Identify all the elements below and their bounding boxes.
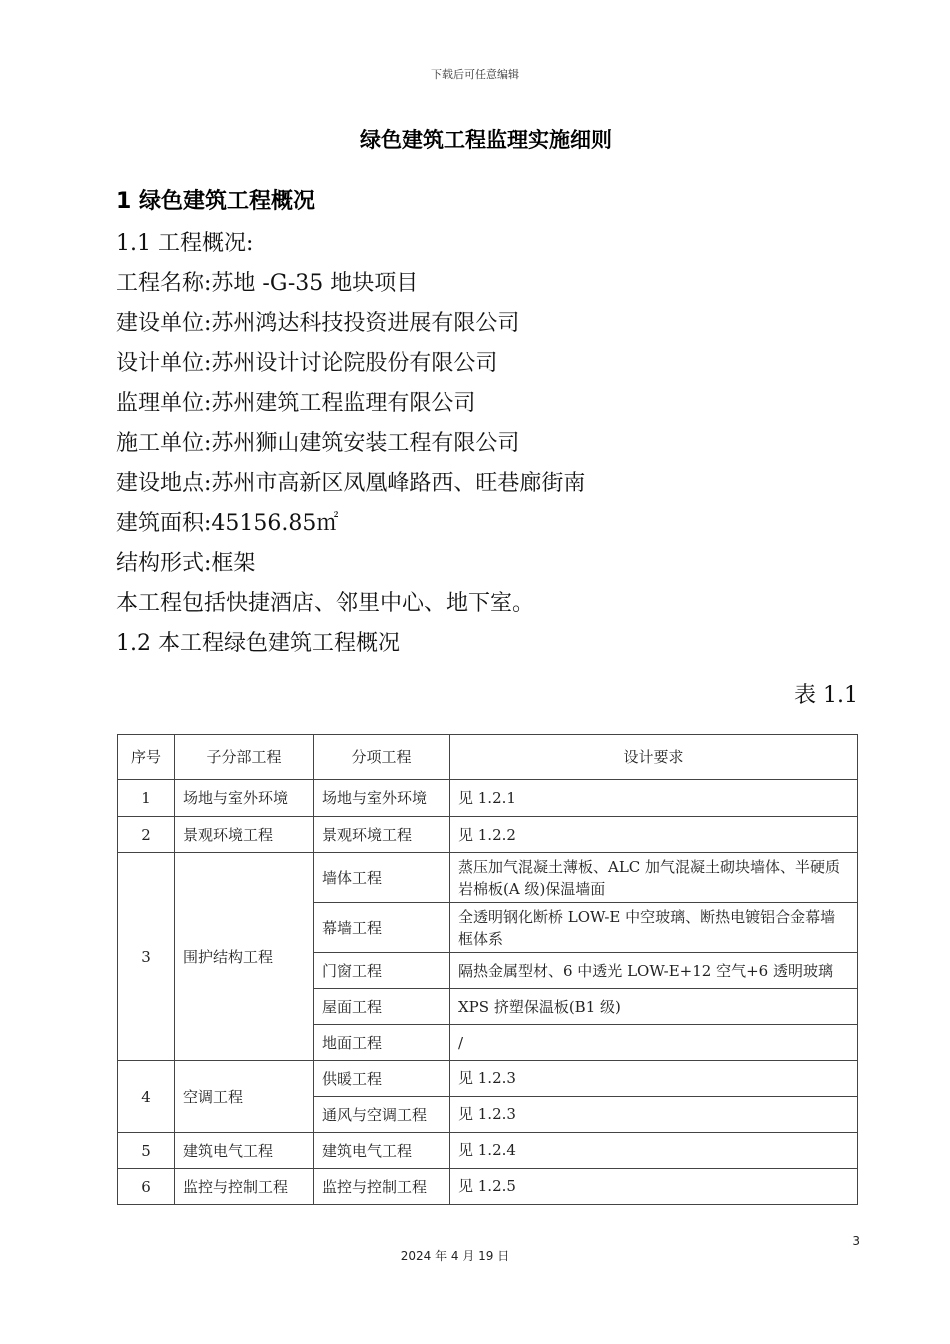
sub-division-cell: 围护结构工程 <box>175 853 314 1061</box>
sub-item-cell: 通风与空调工程 <box>314 1097 450 1133</box>
supervisor-line: 监理单位:苏州建筑工程监理有限公司 <box>116 391 476 416</box>
requirement-cell: 见 1.2.4 <box>450 1133 858 1169</box>
requirement-cell: 全透明钢化断桥 LOW-E 中空玻璃、断热电镀铝合金幕墙框体系 <box>450 903 858 953</box>
page-number: 3 <box>852 1234 860 1248</box>
table-row <box>118 1169 858 1205</box>
table-row <box>118 780 858 817</box>
section-1-heading: 1 绿色建筑工程概况 <box>116 189 315 214</box>
requirement-cell: 见 1.2.2 <box>450 817 858 853</box>
structure-type-line: 结构形式:框架 <box>116 551 256 576</box>
sub-item-cell: 屋面工程 <box>314 989 450 1025</box>
sub-division-cell: 景观环境工程 <box>175 817 314 853</box>
sub-item-cell: 供暖工程 <box>314 1061 450 1097</box>
table-row <box>118 1061 858 1097</box>
requirement-cell: 见 1.2.1 <box>450 780 858 817</box>
sub-division-cell: 空调工程 <box>175 1061 314 1133</box>
sub-item-cell: 建筑电气工程 <box>314 1133 450 1169</box>
requirement-cell: 见 1.2.3 <box>450 1061 858 1097</box>
sub-item-cell: 场地与室外环境 <box>314 780 450 817</box>
row-number: 5 <box>118 1133 175 1169</box>
table-caption: 表 1.1 <box>794 683 858 708</box>
footer-date: 2024 年 4 月 19 日 <box>400 1249 510 1263</box>
header-sub-item: 分项工程 <box>314 735 450 780</box>
sub-item-cell: 墙体工程 <box>314 853 450 903</box>
table-row <box>118 817 858 853</box>
row-number: 6 <box>118 1169 175 1205</box>
row-number: 4 <box>118 1061 175 1133</box>
sub-item-cell: 门窗工程 <box>314 953 450 989</box>
table-row <box>118 1133 858 1169</box>
designer-line: 设计单位:苏州设计讨论院股份有限公司 <box>116 351 498 376</box>
scope-line: 本工程包括快捷酒店、邻里中心、地下室。 <box>116 591 535 616</box>
sub-item-cell: 景观环境工程 <box>314 817 450 853</box>
requirement-cell: 见 1.2.3 <box>450 1097 858 1133</box>
owner-line: 建设单位:苏州鸿达科技投资进展有限公司 <box>116 311 520 336</box>
floor-area-line: 建筑面积:45156.85㎡ <box>116 511 339 536</box>
table-row <box>118 853 858 903</box>
project-overview <box>116 224 876 664</box>
sub-division-cell: 场地与室外环境 <box>175 780 314 817</box>
sub-item-cell: 幕墙工程 <box>314 903 450 953</box>
subsection-1-1-heading: 1.1 工程概况: <box>116 231 254 256</box>
header-note: 下载后可任意编辑 <box>431 68 519 81</box>
row-number: 2 <box>118 817 175 853</box>
requirement-cell: 隔热金属型材、6 中透光 LOW-E+12 空气+6 透明玻璃 <box>450 953 858 989</box>
requirement-cell: XPS 挤塑保温板(B1 级) <box>450 989 858 1025</box>
header-sub-division: 子分部工程 <box>175 735 314 780</box>
document-title: 绿色建筑工程监理实施细则 <box>360 128 612 152</box>
row-number: 3 <box>118 853 175 1061</box>
sub-item-cell: 监控与控制工程 <box>314 1169 450 1205</box>
sub-division-cell: 监控与控制工程 <box>175 1169 314 1205</box>
sub-item-cell: 地面工程 <box>314 1025 450 1061</box>
subsection-1-2-heading: 1.2 本工程绿色建筑工程概况 <box>116 631 400 656</box>
requirement-cell: 见 1.2.5 <box>450 1169 858 1205</box>
requirement-cell: / <box>450 1025 858 1061</box>
header-no: 序号 <box>118 735 175 780</box>
location-line: 建设地点:苏州市高新区凤凰峰路西、旺巷廊街南 <box>116 471 586 496</box>
requirement-cell: 蒸压加气混凝土薄板、ALC 加气混凝土砌块墙体、半硬质岩棉板(A 级)保温墙面 <box>450 853 858 903</box>
table-header-row <box>118 735 858 780</box>
project-name-line: 工程名称:苏地 -G-35 地块项目 <box>116 271 419 296</box>
sub-division-cell: 建筑电气工程 <box>175 1133 314 1169</box>
row-number: 1 <box>118 780 175 817</box>
contractor-line: 施工单位:苏州狮山建筑安装工程有限公司 <box>116 431 520 456</box>
header-design-requirement: 设计要求 <box>450 735 858 780</box>
green-building-table <box>117 734 858 1205</box>
